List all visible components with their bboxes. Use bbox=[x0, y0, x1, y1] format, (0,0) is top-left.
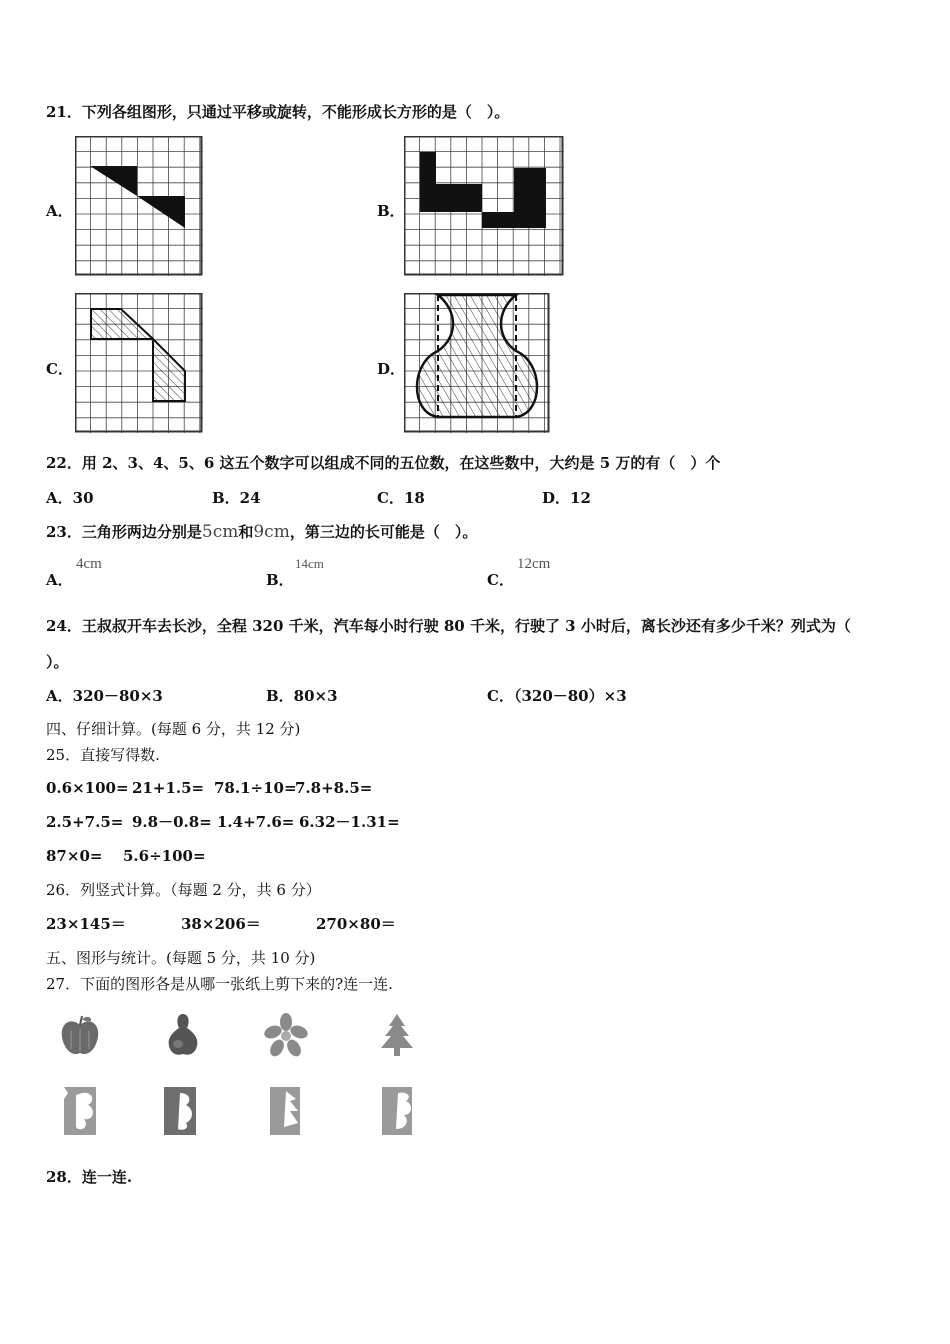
cut-paper-2-icon[interactable] bbox=[160, 1083, 200, 1139]
q21-figure-a bbox=[75, 136, 203, 276]
q21-figure-c bbox=[75, 293, 203, 433]
q25-item: 7.8+8.5= bbox=[295, 779, 373, 797]
q25-item: 1.4+7.6= bbox=[217, 813, 295, 831]
q23-option-b-value: 14cm bbox=[295, 556, 324, 571]
q21-figure-d bbox=[404, 293, 550, 433]
q23-option-a-label[interactable]: A． bbox=[46, 571, 73, 589]
gourd-shape-icon[interactable] bbox=[163, 1012, 203, 1058]
q21-option-d-label[interactable]: D． bbox=[377, 360, 406, 378]
q28-stem: 28．连一连. bbox=[46, 1168, 133, 1186]
q26-item: 270×80＝ bbox=[316, 915, 396, 933]
flower-shape-icon[interactable] bbox=[263, 1012, 309, 1058]
q24-option-c[interactable]: C．（320－80）×3 bbox=[487, 687, 627, 705]
q22-option-a[interactable]: A．30 bbox=[46, 489, 94, 507]
q23-stem-suffix: ，第三边的长可能是（ ）。 bbox=[289, 523, 478, 541]
q21-option-b-label[interactable]: B． bbox=[377, 202, 405, 220]
section4-title: 四、仔细计算。(每题 6 分，共 12 分) bbox=[46, 720, 301, 738]
q22-option-d[interactable]: D．12 bbox=[542, 489, 591, 507]
q23-option-b-label[interactable]: B． bbox=[266, 571, 294, 589]
q24-stem-line1: 24．王叔叔开车去长沙，全程 320 千米，汽车每小时行驶 80 千米，行驶了 3 小时后，离长沙还有多少千米？列式为（ bbox=[46, 617, 851, 635]
q23-option-c-value: 12cm bbox=[517, 556, 551, 572]
section5-title: 五、图形与统计。(每题 5 分，共 10 分) bbox=[46, 949, 316, 967]
q26-item: 38×206＝ bbox=[181, 915, 261, 933]
q24-option-b[interactable]: B．80×3 bbox=[266, 687, 338, 705]
q23-length-2: 9cm bbox=[253, 522, 290, 542]
q23-and: 和 bbox=[238, 523, 254, 541]
q26-stem: 26．列竖式计算。（每题 2 分，共 6 分） bbox=[46, 881, 321, 899]
cut-paper-3-icon[interactable] bbox=[266, 1083, 306, 1139]
apple-shape-icon[interactable] bbox=[57, 1013, 103, 1059]
q23-stem-prefix: 23．三角形两边分别是 bbox=[46, 523, 202, 541]
q22-option-c[interactable]: C．18 bbox=[377, 489, 425, 507]
q25-item: 21+1.5= bbox=[132, 779, 205, 797]
q24-stem-line2: ）。 bbox=[46, 653, 69, 671]
q25-item: 87×0= bbox=[46, 847, 103, 865]
tree-shape-icon[interactable] bbox=[375, 1012, 419, 1058]
q23-length-1: 5cm bbox=[201, 522, 239, 542]
q25-item: 2.5+7.5= bbox=[46, 813, 124, 831]
q25-item: 9.8－0.8= bbox=[132, 813, 212, 831]
q25-item: 5.6÷100= bbox=[123, 847, 206, 865]
cut-paper-4-icon[interactable] bbox=[378, 1083, 418, 1139]
q21-figure-b bbox=[404, 136, 564, 276]
cut-paper-1-icon[interactable] bbox=[60, 1083, 100, 1139]
q23-option-a-value: 4cm bbox=[76, 556, 102, 572]
q21-option-a-label[interactable]: A． bbox=[46, 202, 73, 220]
q23-stem bbox=[46, 522, 477, 542]
q21-stem: 21．下列各组图形，只通过平移或旋转，不能形成长方形的是（ ）。 bbox=[46, 103, 510, 121]
q22-stem: 22．用 2、3、4、5、6 这五个数字可以组成不同的五位数，在这些数中，大约是 5 万的有（ ）个 bbox=[46, 454, 721, 472]
q23-option-c-label[interactable]: C． bbox=[487, 571, 514, 589]
q25-item: 0.6×100= bbox=[46, 779, 129, 797]
q22-option-b[interactable]: B．24 bbox=[212, 489, 261, 507]
q25-item: 6.32－1.31= bbox=[299, 813, 400, 831]
q26-item: 23×145＝ bbox=[46, 915, 126, 933]
q27-stem: 27．下面的图形各是从哪一张纸上剪下来的?连一连. bbox=[46, 975, 393, 993]
q21-option-c-label[interactable]: C． bbox=[46, 360, 73, 378]
q24-option-a[interactable]: A．320－80×3 bbox=[46, 687, 163, 705]
q25-stem: 25．直接写得数. bbox=[46, 746, 160, 764]
q25-item: 78.1÷10= bbox=[214, 779, 297, 797]
